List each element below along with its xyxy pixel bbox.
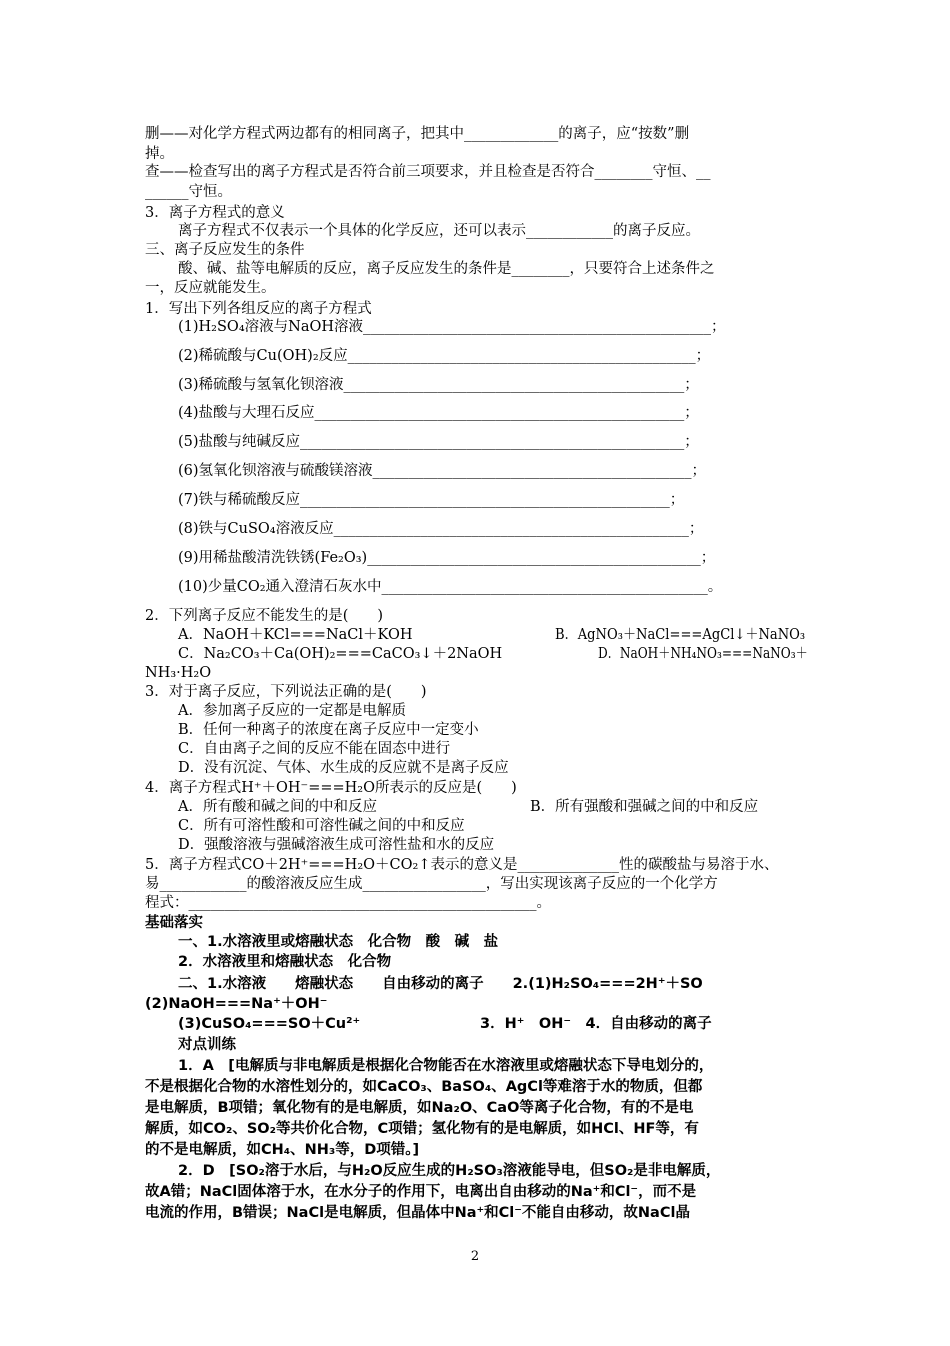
text-line: 是电解质，B项错；氧化物有的是电解质，如Na₂O、CaO等离子化合物，有的不是电 [145, 1100, 694, 1116]
text-line: 三、离子反应发生的条件 [145, 242, 305, 258]
text-line: A．参加离子反应的一定都是电解质 [178, 703, 406, 719]
text-line: 查——检查写出的离子方程式是否符合前三项要求，并且检查是否符合________守恒、__ [145, 164, 711, 180]
text-line: 3．H⁺ OH⁻ 4．自由移动的离子 [480, 1016, 712, 1032]
text-line: 一，反应就能发生。 [145, 280, 276, 296]
text-line: 4．离子方程式H⁺＋OH⁻===H₂O所表示的反应是( ) [145, 780, 517, 796]
text-line: 二、1.水溶液 熔融状态 自由移动的离子 2.(1)H₂SO₄===2H⁺＋SO [178, 976, 703, 992]
text-line: 2．D [SO₂溶于水后，与H₂O反应生成的H₂SO₃溶液能导电，但SO₂是非电解质， [178, 1163, 721, 1179]
text-line: C．Na₂CO₃＋Ca(OH)₂===CaCO₃↓＋2NaOH [178, 646, 503, 662]
text-line: 电流的作用，B错误；NaCl是电解质，但晶体中Na⁺和Cl⁻不能自由移动，故NaCl晶 [145, 1205, 690, 1221]
text-line: 的不是电解质，如CH₄、NH₃等，D项错。] [145, 1142, 420, 1158]
text-line: 1．写出下列各组反应的离子方程式 [145, 301, 372, 317]
text-line: (10)少量CO₂通入澄清石灰水中_____________________________________________。 [178, 579, 723, 595]
text-line: 2．下列离子反应不能发生的是( ) [145, 608, 384, 624]
text-line: NH₃·H₂O [145, 665, 212, 681]
text-line: (3)稀硫酸与氢氧化钡溶液_______________________________________________； [178, 377, 699, 393]
text-line: 一、1.水溶液里或熔融状态 化合物 酸 碱 盐 [178, 934, 499, 950]
text-line: (3)CuSO₄===SO＋Cu²⁺ [178, 1016, 361, 1032]
text-line: 5．离子方程式CO＋2H⁺===H₂O＋CO₂↑表示的意义是______________性的碳酸盐与易溶于水、 [145, 857, 779, 873]
text-line: A．所有酸和碱之间的中和反应 [178, 799, 377, 815]
page-number: 2 [470, 1249, 480, 1264]
text-line: 基础落实 [145, 915, 203, 931]
text-line: ______守恒。 [145, 184, 232, 200]
text-line: (9)用稀盐酸清洗铁锈(Fe₂O₃)______________________________________________； [178, 550, 716, 566]
text-line: 掉。 [145, 146, 174, 162]
text-line: 删——对化学方程式两边都有的相同离子，把其中_____________的离子，应“按数”删 [145, 126, 690, 142]
text-line: 3．对于离子反应，下列说法正确的是( ) [145, 684, 427, 700]
text-line: 2．水溶液里和熔融状态 化合物 [178, 954, 392, 970]
text-line: 程式：________________________________________________。 [145, 895, 551, 911]
text-line: (8)铁与CuSO₄溶液反应_________________________________________________； [178, 521, 704, 537]
text-line: D．NaOH＋NH₄NO₃===NaNO₃＋ [598, 646, 808, 662]
text-line: D．没有沉淀、气体、水生成的反应就不是离子反应 [178, 760, 509, 776]
text-line: B．所有强酸和强碱之间的中和反应 [530, 799, 759, 815]
text-line: 1．A [电解质与非电解质是根据化合物能否在水溶液里或熔融状态下导电划分的， [178, 1058, 714, 1074]
text-line: (7)铁与稀硫酸反应___________________________________________________； [178, 492, 685, 508]
text-line: 易____________的酸溶液反应生成_________________，写出实现该离子反应的一个化学方 [145, 876, 718, 892]
text-line: (1)H₂SO₄溶液与NaOH溶液________________________________________________； [178, 319, 726, 335]
text-line: C．自由离子之间的反应不能在固态中进行 [178, 741, 451, 757]
text-line: 离子方程式不仅表示一个具体的化学反应，还可以表示____________的离子反应。 [178, 223, 700, 239]
text-line: 不是根据化合物的水溶性划分的，如CaCO₃、BaSO₄、AgCl等难溶于水的物质，但都 [145, 1079, 703, 1095]
text-line: B．AgNO₃＋NaCl===AgCl↓＋NaNO₃ [555, 627, 806, 643]
text-line: (4)盐酸与大理石反应___________________________________________________； [178, 405, 699, 421]
text-line: 对点训练 [178, 1037, 236, 1053]
text-line: (2)NaOH===Na⁺＋OH⁻ [145, 996, 328, 1012]
text-line: 3．离子方程式的意义 [145, 205, 285, 221]
text-line: B．任何一种离子的浓度在离子反应中一定变小 [178, 722, 479, 738]
text-line: (5)盐酸与纯碱反应_____________________________________________________； [178, 434, 699, 450]
text-line: 解质，如CO₂、SO₂等共价化合物，C项错；氢化物有的是电解质，如HCl、HF等，有 [145, 1121, 699, 1137]
text-line: C．所有可溶性酸和可溶性碱之间的中和反应 [178, 818, 465, 834]
text-line: A．NaOH＋KCl===NaCl＋KOH [178, 627, 413, 643]
text-line: (6)氢氧化钡溶液与硫酸镁溶液____________________________________________； [178, 463, 707, 479]
text-line: D．强酸溶液与强碱溶液生成可溶性盐和水的反应 [178, 837, 495, 853]
text-line: 故A错；NaCl固体溶于水，在水分子的作用下，电离出自由移动的Na⁺和Cl⁻，而不是 [145, 1184, 697, 1200]
text-line: (2)稀硫酸与Cu(OH)₂反应________________________________________________； [178, 348, 711, 364]
text-line: 酸、碱、盐等电解质的反应，离子反应发生的条件是________，只要符合上述条件之 [178, 261, 715, 277]
